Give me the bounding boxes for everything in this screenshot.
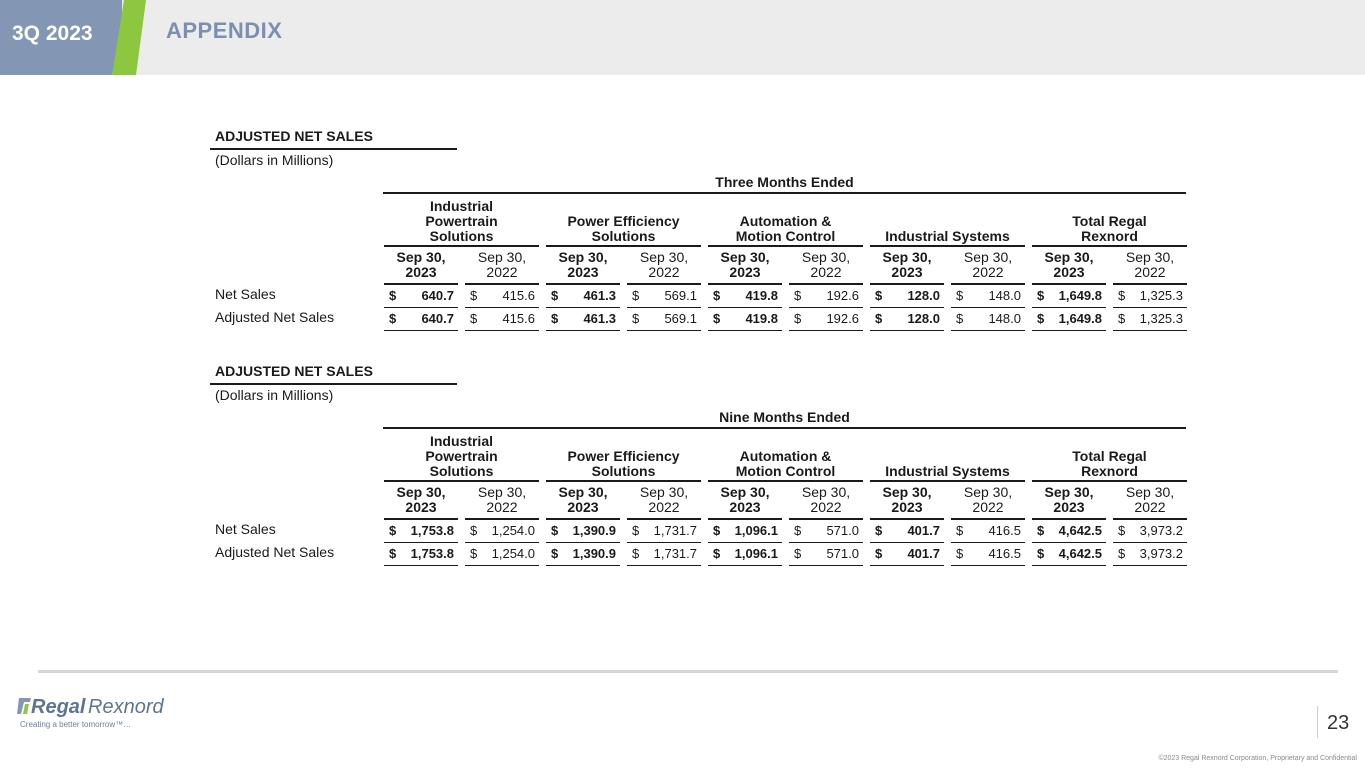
column-header: Sep 30, 2023	[1044, 249, 1094, 280]
value-cell	[870, 311, 944, 329]
currency-symbol: $	[794, 311, 802, 326]
value-cell	[1113, 546, 1187, 564]
table-title-rule	[210, 148, 457, 150]
segment-rule	[546, 245, 701, 247]
column-header: Sep 30, 2022	[477, 484, 527, 515]
column-header: Sep 30, 2023	[882, 484, 932, 515]
currency-symbol: $	[632, 546, 640, 561]
table-title-rule	[210, 383, 457, 385]
currency-symbol: $	[389, 288, 397, 303]
adjusted-net-sales-table	[210, 128, 1190, 338]
segment-header-label: Industrial Powertrain Solutions	[425, 198, 498, 244]
value-cell	[465, 311, 539, 329]
segment-rule	[708, 245, 863, 247]
currency-symbol: $	[875, 523, 883, 538]
column-header: Sep 30, 2023	[558, 484, 608, 515]
row-separator	[465, 542, 539, 543]
page-title: APPENDIX	[166, 18, 283, 43]
segment-header	[384, 196, 539, 244]
column-header: Sep 30, 2023	[396, 249, 446, 280]
currency-symbol: $	[389, 523, 397, 538]
segment-header	[546, 196, 701, 244]
row-separator	[1032, 542, 1106, 543]
quarter-label: 3Q 2023	[12, 22, 93, 45]
column-header-rule	[708, 283, 782, 285]
value-cell	[789, 546, 863, 564]
column-header: Sep 30, 2022	[801, 484, 851, 515]
value-cell	[789, 311, 863, 329]
row-separator	[1113, 307, 1187, 308]
segment-header	[870, 431, 1025, 479]
currency-symbol: $	[1118, 311, 1126, 326]
segment-header	[384, 431, 539, 479]
column-header: Sep 30, 2022	[801, 249, 851, 280]
cell-value: 401.7	[907, 546, 940, 561]
cell-value: 569.1	[664, 311, 697, 326]
currency-symbol: $	[1037, 546, 1045, 561]
currency-symbol: $	[470, 523, 478, 538]
row-separator	[870, 307, 944, 308]
segment-rule	[708, 480, 863, 482]
currency-symbol: $	[389, 311, 397, 326]
column-header-rule	[951, 283, 1025, 285]
copyright-notice: ©2023 Regal Rexnord Corporation, Proprietary and Confidential	[1158, 755, 1357, 762]
cell-value: 1,753.8	[410, 546, 454, 561]
cell-value: 1,325.3	[1139, 288, 1183, 303]
column-header-rule	[870, 518, 944, 520]
row-separator	[465, 307, 539, 308]
cell-value: 4,642.5	[1058, 546, 1102, 561]
row-separator	[951, 565, 1025, 566]
row-separator	[384, 330, 458, 331]
currency-symbol: $	[470, 311, 478, 326]
row-label: Adjusted Net Sales	[215, 544, 335, 560]
row-separator	[465, 330, 539, 331]
segment-rule	[870, 245, 1025, 247]
column-header-rule	[1032, 518, 1106, 520]
segment-header-label: Automation & Motion Control	[735, 448, 836, 479]
currency-symbol: $	[875, 311, 883, 326]
tagline: Creating a better tomorrow™…	[20, 720, 132, 729]
value-cell	[384, 546, 458, 564]
row-separator	[1032, 330, 1106, 331]
column-header: Sep 30, 2022	[1125, 484, 1175, 515]
currency-symbol: $	[1118, 523, 1126, 538]
currency-symbol: $	[551, 523, 559, 538]
currency-symbol: $	[713, 523, 721, 538]
cell-value: 3,973.2	[1139, 546, 1183, 561]
column-header-rule	[384, 283, 458, 285]
row-separator	[1032, 565, 1106, 566]
column-header-rule	[870, 283, 944, 285]
table-subtitle: (Dollars in Millions)	[215, 152, 334, 168]
segment-rule	[1032, 480, 1187, 482]
cell-value: 1,254.0	[491, 523, 535, 538]
value-cell	[465, 288, 539, 306]
row-separator	[708, 330, 782, 331]
value-cell	[627, 311, 701, 329]
column-header-rule	[708, 518, 782, 520]
cell-value: 192.6	[826, 311, 859, 326]
value-cell	[708, 546, 782, 564]
value-cell	[1113, 523, 1187, 541]
row-separator	[708, 542, 782, 543]
value-cell	[627, 523, 701, 541]
cell-value: 3,973.2	[1139, 523, 1183, 538]
row-separator	[951, 330, 1025, 331]
cell-value: 571.0	[826, 523, 859, 538]
cell-value: 4,642.5	[1058, 523, 1102, 538]
adjusted-net-sales-table	[210, 363, 1190, 573]
column-header-rule	[465, 283, 539, 285]
row-separator	[1113, 565, 1187, 566]
regal-rexnord-logo	[17, 694, 187, 718]
row-separator	[384, 307, 458, 308]
cell-value: 148.0	[988, 288, 1021, 303]
cell-value: 1,649.8	[1058, 311, 1102, 326]
currency-symbol: $	[713, 288, 721, 303]
row-separator	[627, 565, 701, 566]
cell-value: 1,390.9	[572, 546, 616, 561]
segment-header	[546, 431, 701, 479]
column-header-rule	[951, 518, 1025, 520]
value-cell	[1113, 288, 1187, 306]
value-cell	[951, 523, 1025, 541]
row-label: Adjusted Net Sales	[215, 309, 335, 325]
cell-value: 640.7	[421, 288, 454, 303]
page-number-divider	[1317, 706, 1318, 738]
currency-symbol: $	[875, 288, 883, 303]
page-number: 23	[1327, 712, 1350, 734]
currency-symbol: $	[551, 311, 559, 326]
currency-symbol: $	[713, 546, 721, 561]
table-title: ADJUSTED NET SALES	[215, 363, 373, 379]
cell-value: 1,096.1	[734, 523, 778, 538]
column-header-rule	[627, 283, 701, 285]
row-separator	[789, 330, 863, 331]
period-header: Nine Months Ended	[719, 409, 850, 425]
footer-divider	[38, 670, 1338, 673]
row-separator	[384, 542, 458, 543]
row-separator	[627, 542, 701, 543]
currency-symbol: $	[713, 311, 721, 326]
row-separator	[546, 542, 620, 543]
value-cell	[384, 311, 458, 329]
column-header: Sep 30, 2022	[639, 249, 689, 280]
currency-symbol: $	[470, 546, 478, 561]
row-separator	[465, 565, 539, 566]
row-separator	[789, 307, 863, 308]
cell-value: 401.7	[907, 523, 940, 538]
value-cell	[546, 523, 620, 541]
value-cell	[708, 523, 782, 541]
row-label: Net Sales	[215, 286, 276, 302]
currency-symbol: $	[632, 523, 640, 538]
cell-value: 571.0	[826, 546, 859, 561]
cell-value: 128.0	[907, 288, 940, 303]
period-header: Three Months Ended	[715, 174, 854, 190]
row-separator	[870, 330, 944, 331]
segment-header-label: Industrial Systems	[885, 463, 1010, 479]
logo-rexnord-text: Rexnord	[88, 696, 164, 718]
table-subtitle: (Dollars in Millions)	[215, 387, 334, 403]
currency-symbol: $	[470, 288, 478, 303]
cell-value: 461.3	[583, 288, 616, 303]
segment-rule	[546, 480, 701, 482]
cell-value: 1,753.8	[410, 523, 454, 538]
column-header-rule	[546, 518, 620, 520]
value-cell	[627, 546, 701, 564]
row-separator	[789, 542, 863, 543]
table-title: ADJUSTED NET SALES	[215, 128, 373, 144]
currency-symbol: $	[1118, 288, 1126, 303]
value-cell	[708, 288, 782, 306]
segment-header-label: Power Efficiency Solutions	[567, 213, 680, 244]
cell-value: 1,390.9	[572, 523, 616, 538]
segment-header-label: Industrial Powertrain Solutions	[425, 433, 498, 479]
column-header: Sep 30, 2023	[882, 249, 932, 280]
column-header: Sep 30, 2022	[639, 484, 689, 515]
row-separator	[546, 565, 620, 566]
cell-value: 1,096.1	[734, 546, 778, 561]
column-header-rule	[384, 518, 458, 520]
segment-rule	[384, 245, 539, 247]
cell-value: 419.8	[745, 288, 778, 303]
period-rule	[383, 427, 1186, 429]
column-header: Sep 30, 2022	[477, 249, 527, 280]
column-header: Sep 30, 2023	[396, 484, 446, 515]
column-header: Sep 30, 2022	[963, 484, 1013, 515]
currency-symbol: $	[794, 288, 802, 303]
cell-value: 1,649.8	[1058, 288, 1102, 303]
value-cell	[789, 523, 863, 541]
row-separator	[546, 330, 620, 331]
value-cell	[546, 546, 620, 564]
column-header-rule	[789, 518, 863, 520]
currency-symbol: $	[1118, 546, 1126, 561]
column-header: Sep 30, 2023	[558, 249, 608, 280]
cell-value: 128.0	[907, 311, 940, 326]
green-accent-stripe	[0, 0, 150, 75]
cell-value: 419.8	[745, 311, 778, 326]
value-cell	[1113, 311, 1187, 329]
segment-header	[1032, 431, 1187, 479]
column-header-rule	[789, 283, 863, 285]
currency-symbol: $	[1037, 523, 1045, 538]
row-separator	[546, 307, 620, 308]
currency-symbol: $	[551, 546, 559, 561]
value-cell	[870, 288, 944, 306]
currency-symbol: $	[632, 288, 640, 303]
cell-value: 1,731.7	[653, 546, 697, 561]
period-rule	[383, 192, 1186, 194]
segment-header-label: Automation & Motion Control	[735, 213, 836, 244]
row-separator	[951, 542, 1025, 543]
currency-symbol: $	[389, 546, 397, 561]
column-header-rule	[1032, 283, 1106, 285]
value-cell	[1032, 288, 1106, 306]
segment-header-label: Total Regal Rexnord	[1072, 448, 1147, 479]
cell-value: 1,325.3	[1139, 311, 1183, 326]
segment-header-label: Power Efficiency Solutions	[567, 448, 680, 479]
value-cell	[951, 546, 1025, 564]
cell-value: 415.6	[502, 288, 535, 303]
cell-value: 461.3	[583, 311, 616, 326]
segment-header	[870, 196, 1025, 244]
cell-value: 148.0	[988, 311, 1021, 326]
value-cell	[627, 288, 701, 306]
column-header-rule	[627, 518, 701, 520]
value-cell	[870, 546, 944, 564]
currency-symbol: $	[794, 546, 802, 561]
segment-header-label: Total Regal Rexnord	[1072, 213, 1147, 244]
column-header-rule	[546, 283, 620, 285]
currency-symbol: $	[956, 288, 964, 303]
value-cell	[546, 311, 620, 329]
column-header: Sep 30, 2023	[1044, 484, 1094, 515]
value-cell	[708, 311, 782, 329]
value-cell	[951, 311, 1025, 329]
currency-symbol: $	[551, 288, 559, 303]
segment-rule	[870, 480, 1025, 482]
segment-rule	[1032, 245, 1187, 247]
currency-symbol: $	[1037, 311, 1045, 326]
segment-header	[708, 196, 863, 244]
value-cell	[384, 288, 458, 306]
cell-value: 640.7	[421, 311, 454, 326]
cell-value: 569.1	[664, 288, 697, 303]
row-separator	[708, 307, 782, 308]
row-separator	[627, 330, 701, 331]
value-cell	[1032, 311, 1106, 329]
segment-rule	[384, 480, 539, 482]
row-separator	[627, 307, 701, 308]
column-header-rule	[1113, 518, 1187, 520]
currency-symbol: $	[875, 546, 883, 561]
column-header-rule	[1113, 283, 1187, 285]
cell-value: 1,731.7	[653, 523, 697, 538]
row-separator	[384, 565, 458, 566]
currency-symbol: $	[956, 546, 964, 561]
currency-symbol: $	[956, 523, 964, 538]
segment-header-label: Industrial Systems	[885, 228, 1010, 244]
value-cell	[384, 523, 458, 541]
value-cell	[465, 546, 539, 564]
value-cell	[951, 288, 1025, 306]
currency-symbol: $	[632, 311, 640, 326]
value-cell	[1032, 546, 1106, 564]
cell-value: 415.6	[502, 311, 535, 326]
logo-regal-text: Regal	[31, 696, 86, 718]
value-cell	[546, 288, 620, 306]
column-header-rule	[465, 518, 539, 520]
row-separator	[1113, 542, 1187, 543]
cell-value: 416.5	[988, 523, 1021, 538]
value-cell	[870, 523, 944, 541]
column-header: Sep 30, 2022	[1125, 249, 1175, 280]
row-separator	[870, 542, 944, 543]
currency-symbol: $	[1037, 288, 1045, 303]
row-separator	[870, 565, 944, 566]
currency-symbol: $	[956, 311, 964, 326]
value-cell	[1032, 523, 1106, 541]
cell-value: 416.5	[988, 546, 1021, 561]
cell-value: 1,254.0	[491, 546, 535, 561]
currency-symbol: $	[794, 523, 802, 538]
row-separator	[951, 307, 1025, 308]
column-header: Sep 30, 2023	[720, 249, 770, 280]
column-header: Sep 30, 2022	[963, 249, 1013, 280]
row-separator	[1032, 307, 1106, 308]
cell-value: 192.6	[826, 288, 859, 303]
column-header: Sep 30, 2023	[720, 484, 770, 515]
row-separator	[789, 565, 863, 566]
value-cell	[465, 523, 539, 541]
row-label: Net Sales	[215, 521, 276, 537]
segment-header	[708, 431, 863, 479]
value-cell	[789, 288, 863, 306]
segment-header	[1032, 196, 1187, 244]
row-separator	[708, 565, 782, 566]
row-separator	[1113, 330, 1187, 331]
